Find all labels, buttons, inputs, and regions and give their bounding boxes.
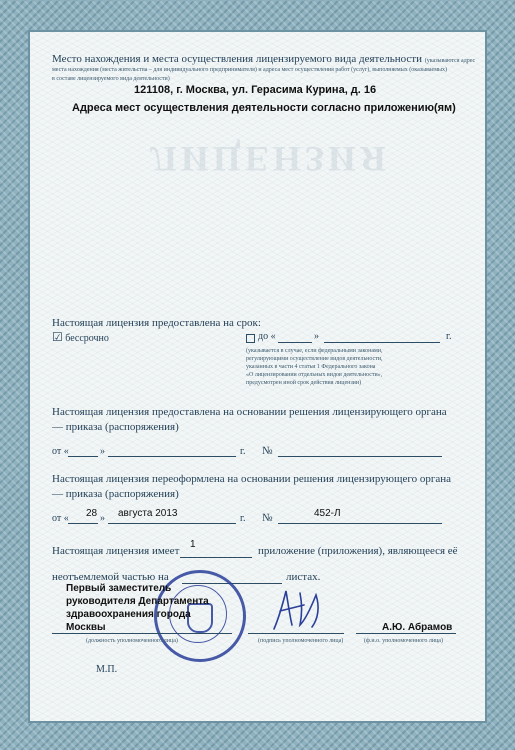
name-line (356, 633, 456, 634)
signatory-position-1: Первый заместитель (66, 583, 172, 594)
term-note-5: предусмотрен иной срок действия лицензии) (246, 380, 362, 386)
attachments-text-2: приложение (приложения), являющееся её (258, 545, 458, 557)
reissued-date-line (108, 523, 236, 524)
attachments-text-3: неотъемлемой частью на (52, 571, 169, 583)
name-caption: (ф.и.о. уполномоченного лица) (364, 638, 443, 644)
term-until-day-line (278, 342, 312, 343)
term-note-4: «О лицензировании отдельных видов деятельности», (246, 372, 383, 378)
term-until-prefix: до « (258, 331, 276, 342)
granted-quote: » (100, 446, 105, 457)
term-until-quote: » (314, 331, 319, 342)
signatory-position-2: руководителя Департамента (66, 596, 209, 607)
reissued-number-sign: № (262, 512, 273, 524)
granted-line-1: Настоящая лицензия предоставлена на основании решения лицензирующего органа (52, 406, 447, 418)
reissued-number: 452-Л (314, 508, 341, 519)
term-note-3: указанных в части 4 статьи 1 Федерального закона (246, 364, 376, 370)
reissued-year-suffix: г. (240, 513, 246, 524)
signatory-position-4: Москвы (66, 622, 106, 633)
signatory-name: А.Ю. Абрамов (382, 622, 453, 633)
address-note-2: места нахождения (места жительства – для индивидуального предпринимателя) и адреса мест осуществления работ (услуг), выполняемых (оказываемых) (52, 67, 448, 73)
reissued-day: 28 (86, 508, 98, 519)
reissued-day-line (68, 523, 98, 524)
position-caption: (должность уполномоченного лица) (86, 638, 178, 644)
term-until-date-line (324, 342, 440, 343)
attachments-count-line (180, 557, 252, 558)
reissued-quote: » (100, 513, 105, 524)
address-note-1: (указываются адрес (424, 58, 476, 64)
term-until-year-suffix: г. (446, 331, 452, 342)
granted-date-line (108, 456, 236, 457)
address-heading-text: Место нахождения и места осуществления лицензируемого вида деятельности (52, 53, 422, 65)
reissued-line-2: — приказа (распоряжения) (52, 488, 179, 500)
reissued-line-1: Настоящая лицензия переоформлена на основании решения лицензирующего органа (52, 473, 451, 485)
check-icon: ☑ (52, 330, 63, 344)
term-heading: Настоящая лицензия предоставлена на срок: (52, 317, 261, 329)
handwritten-signature (266, 585, 336, 635)
term-unlimited-label: бессрочно (65, 333, 109, 344)
seal-place-label: М.П. (96, 664, 118, 675)
license-address: 121108, г. Москва, ул. Герасима Курина, д. 16 (134, 84, 377, 96)
signature-line (248, 633, 344, 634)
position-line (52, 633, 232, 634)
reissued-from: от « (52, 513, 69, 524)
granted-number-line (278, 456, 442, 457)
granted-number-sign: № (262, 445, 273, 457)
granted-year-suffix: г. (240, 446, 246, 457)
signatory-position-3: здравоохранения города (66, 609, 191, 620)
attachments-text-4: листах. (286, 571, 321, 583)
granted-line-2: — приказа (распоряжения) (52, 421, 179, 433)
attachments-count: 1 (190, 539, 196, 550)
signature-caption: (подпись уполномоченного лица) (258, 638, 344, 644)
address-heading (52, 53, 475, 65)
reissued-number-line (278, 523, 442, 524)
watermark: ЛИЦЕНЗИЯ (150, 139, 390, 179)
address-note-3: в составе лицензируемого вида деятельности) (52, 76, 170, 82)
term-note-1: (указывается в случае, если федеральными законами, (246, 348, 383, 354)
reissued-month-year: августа 2013 (118, 508, 178, 519)
activity-places: Адреса мест осуществления деятельности согласно приложению(ям) (72, 102, 456, 114)
granted-day-line (68, 456, 98, 457)
term-note-2: регулирующими осуществление видов деятельности, (246, 356, 383, 362)
term-until-checkbox (246, 334, 255, 343)
granted-from: от « (52, 446, 69, 457)
term-unlimited-option (52, 330, 109, 345)
attachments-text-1: Настоящая лицензия имеет (52, 545, 180, 557)
